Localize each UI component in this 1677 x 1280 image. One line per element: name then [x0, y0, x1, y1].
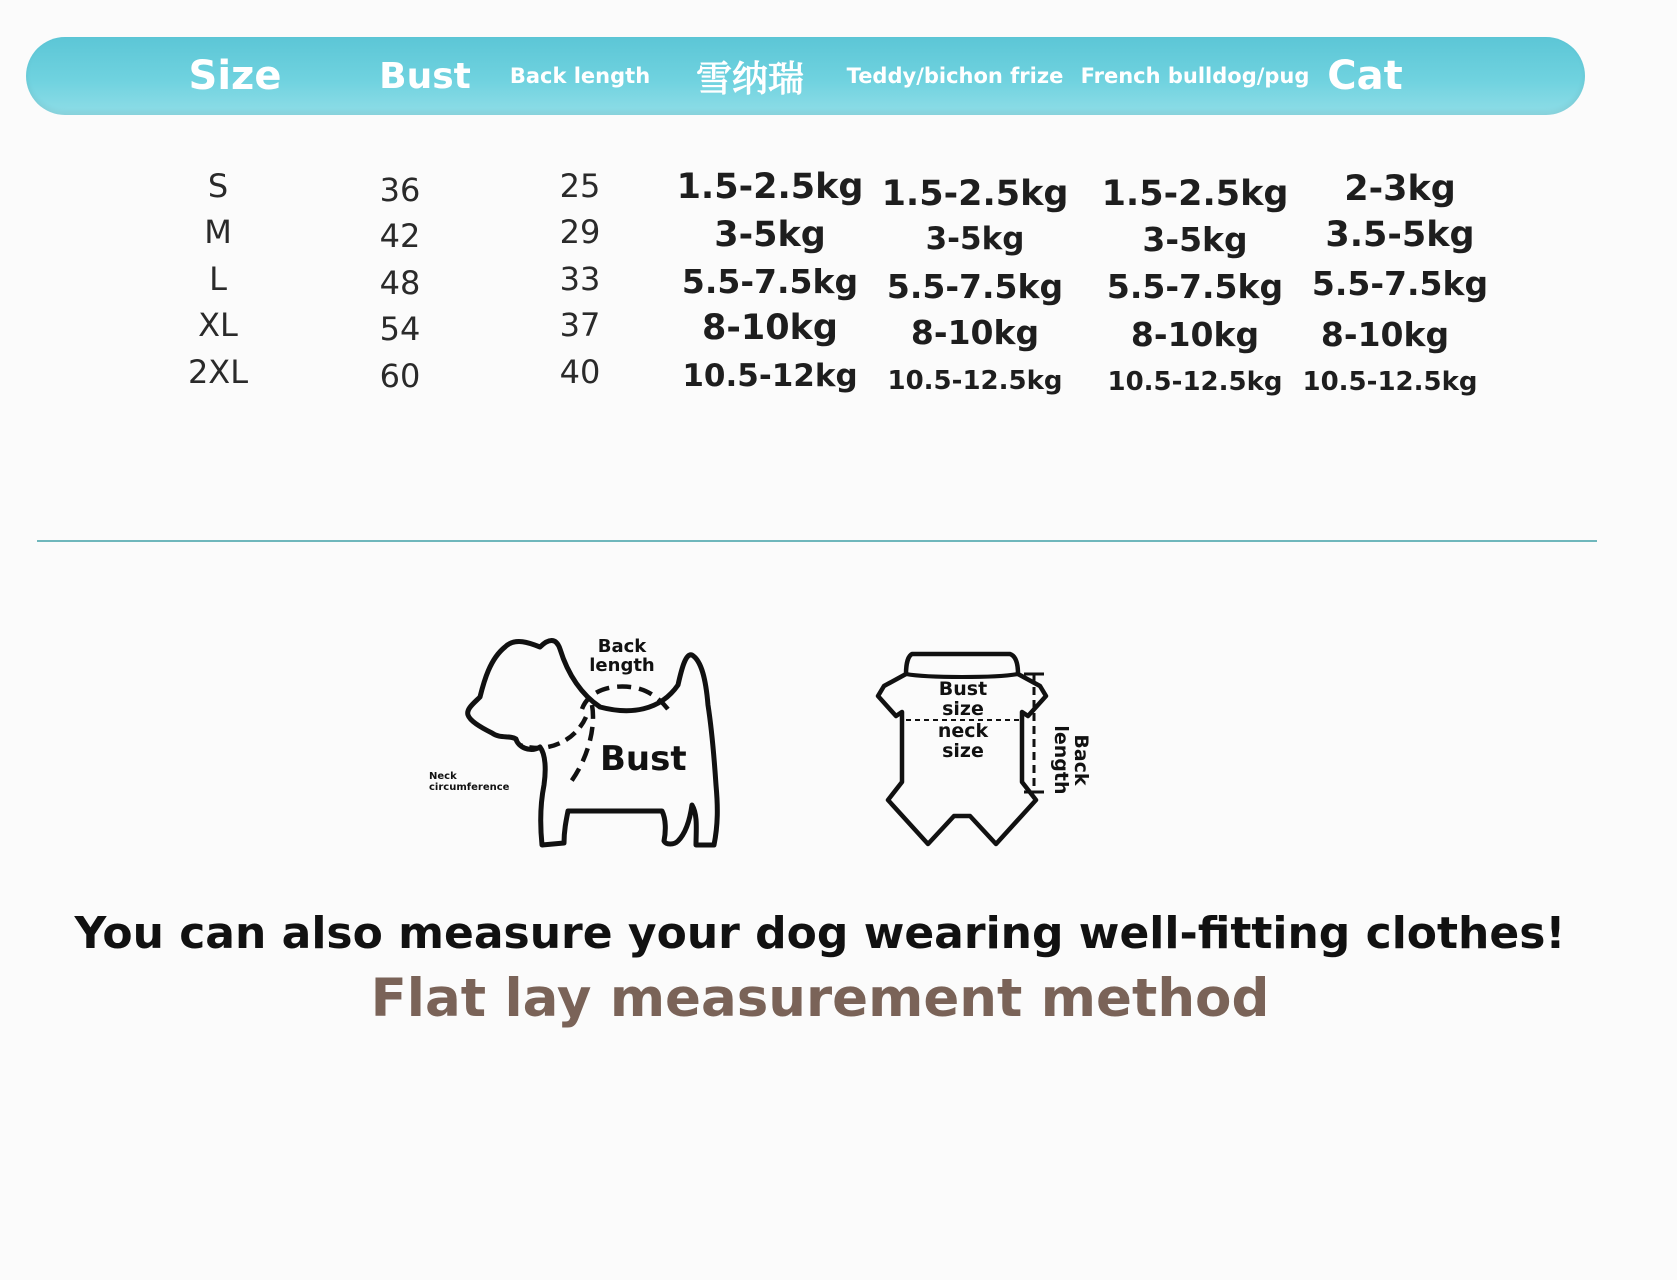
- dog-neck-label: [429, 772, 539, 793]
- cell-french-bulldog: 1.5-2.5kg: [1101, 174, 1289, 214]
- cell-back-length: 33: [559, 260, 601, 298]
- garment-neck-label-line: size: [942, 739, 984, 762]
- garment-collar-icon: [906, 674, 1018, 677]
- garment-back-length-label-line: Back: [1069, 734, 1092, 786]
- cell-french-bulldog: 5.5-7.5kg: [1106, 266, 1284, 306]
- dog-neck-label-line: circumference: [429, 781, 510, 793]
- bust-line-icon: [570, 705, 593, 783]
- cell-back-length: 40: [559, 353, 601, 391]
- header-bust: Bust: [379, 55, 471, 97]
- header-size: Size: [188, 53, 282, 99]
- section-divider: [37, 540, 1597, 542]
- dog-back-length-label: [582, 638, 662, 676]
- cell-french-bulldog: 8-10kg: [1130, 314, 1260, 354]
- cell-bust: 54: [379, 310, 421, 348]
- cell-bust: 42: [379, 217, 421, 255]
- dog-bust-label: Bust: [600, 739, 687, 779]
- cell-cat: 3.5-5kg: [1325, 215, 1475, 255]
- cell-schnauzer: 1.5-2.5kg: [676, 167, 864, 207]
- cell-back-length: 25: [559, 167, 601, 205]
- garment-neck-label-line: neck: [937, 720, 989, 742]
- cell-schnauzer: 3-5kg: [714, 215, 826, 255]
- cell-size: 2XL: [187, 353, 249, 391]
- header-back-length: Back length: [509, 64, 651, 88]
- cell-bust: 60: [379, 357, 421, 395]
- dog-back-length-label-line: Back: [597, 636, 647, 657]
- header-teddy: Teddy/bichon frize: [846, 64, 1064, 88]
- header-cat: Cat: [1327, 53, 1403, 99]
- dog-back-length-label-line: length: [589, 654, 655, 676]
- cell-french-bulldog: 3-5kg: [1142, 219, 1248, 259]
- cell-teddy: 1.5-2.5kg: [881, 174, 1069, 214]
- cell-size: S: [207, 167, 229, 205]
- cell-back-length: 37: [559, 306, 601, 344]
- garment-bust-label: [918, 680, 1008, 720]
- header-french-bulldog: French bulldog/pug: [1080, 64, 1310, 88]
- cell-bust: 48: [379, 264, 421, 302]
- cell-teddy: 8-10kg: [910, 312, 1040, 352]
- neck-line-icon: [520, 717, 586, 748]
- cell-back-length: 29: [559, 213, 601, 251]
- dog-neck-label-line: Neck: [429, 771, 457, 782]
- header-schnauzer: 雪纳瑞: [695, 58, 804, 100]
- flat-lay-method-title: Flat lay measurement method: [370, 968, 1270, 1029]
- cell-cat: 2-3kg: [1344, 169, 1456, 209]
- cell-size: M: [204, 213, 232, 251]
- garment-back-length-label: [1050, 720, 1090, 800]
- cell-schnauzer: 10.5-12kg: [682, 358, 858, 394]
- cell-cat: 5.5-7.5kg: [1311, 263, 1489, 303]
- cell-teddy: 10.5-12.5kg: [887, 366, 1063, 396]
- garment-neck-label: [918, 722, 1008, 762]
- cell-bust: 36: [379, 171, 421, 209]
- garment-bust-label-line: size: [942, 697, 984, 720]
- cell-teddy: 5.5-7.5kg: [886, 266, 1064, 306]
- cell-french-bulldog: 10.5-12.5kg: [1107, 367, 1283, 397]
- cell-teddy: 3-5kg: [925, 221, 1025, 257]
- cell-schnauzer: 8-10kg: [702, 308, 838, 348]
- cell-size: L: [209, 260, 227, 298]
- cell-schnauzer: 5.5-7.5kg: [681, 261, 859, 301]
- cell-size: XL: [198, 306, 238, 344]
- measure-tip-text: You can also measure your dog wearing well-fitting clothes!: [74, 908, 1566, 959]
- garment-back-length-label-line: length: [1050, 725, 1072, 795]
- garment-bust-label-line: Bust: [938, 678, 988, 700]
- cell-cat: 10.5-12.5kg: [1302, 367, 1478, 397]
- cell-cat: 8-10kg: [1320, 314, 1450, 354]
